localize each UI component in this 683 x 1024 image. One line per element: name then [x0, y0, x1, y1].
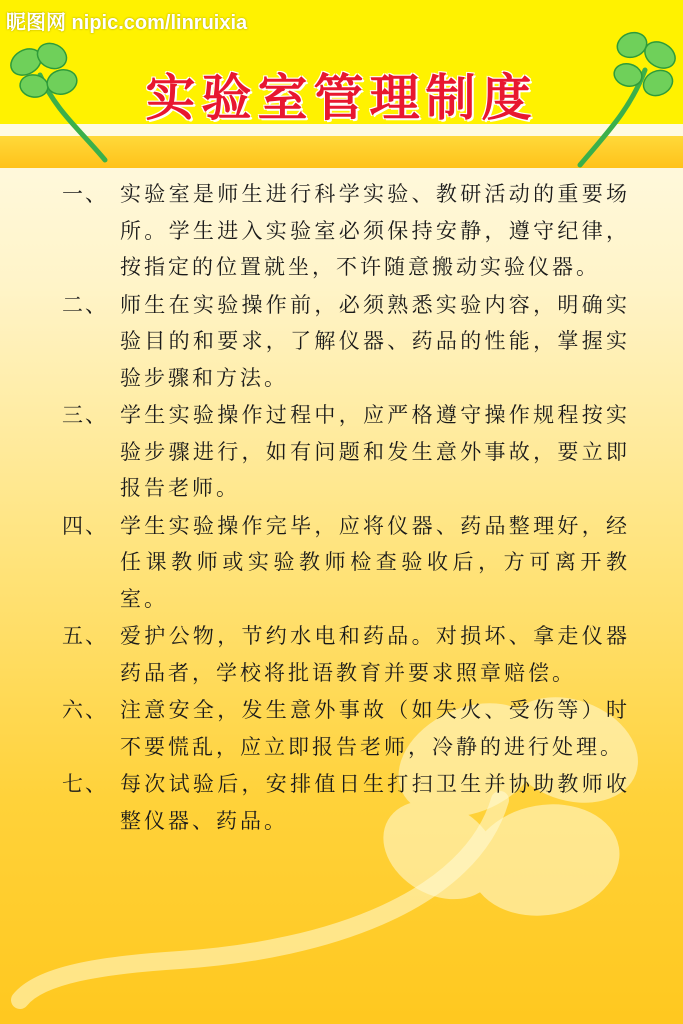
rule-number: 二、 — [62, 292, 108, 317]
rule-number: 五、 — [62, 624, 108, 648]
rule-number: 一、 — [62, 182, 108, 206]
rule-item — [62, 508, 630, 618]
rule-item — [62, 176, 630, 286]
rule-text: 爱护公物，节约水电和药品。对损坏、拿走仪器药品者，学校将批语教育并要求照章赔偿。 — [120, 624, 630, 685]
rule-text: 师生在实验操作前，必须熟悉实验内容，明确实验目的和要求，了解仪器、药品的性能，掌握实验步骤和方法。 — [120, 292, 630, 390]
rules-list — [62, 176, 630, 840]
rule-item — [62, 287, 630, 397]
rule-text: 实验室是师生进行科学实验、教研活动的重要场所。学生进入实验室必须保持安静，遵守纪律，按指定的位置就坐，不许随意搬动实验仪器。 — [120, 182, 630, 279]
rule-number: 四、 — [62, 513, 108, 538]
rule-text: 注意安全，发生意外事故（如失火、受伤等）时不要慌乱，应立即报告老师，冷静的进行处理。 — [120, 698, 630, 759]
rule-number: 七、 — [62, 772, 108, 796]
rule-text: 学生实验操作完毕，应将仪器、药品整理好，经任课教师或实验教师检查验收后，方可离开教室。 — [120, 513, 630, 611]
rule-text: 每次试验后，安排值日生打扫卫生并协助教师收整仪器、药品。 — [120, 772, 630, 833]
rule-number: 六、 — [62, 698, 108, 722]
rule-text: 学生实验操作过程中，应严格遵守操作规程按实验步骤进行，如有问题和发生意外事故，要立即报告老师。 — [120, 403, 630, 500]
watermark: 昵图网 nipic.com/linruixia — [6, 12, 248, 34]
rule-number: 三、 — [62, 403, 108, 427]
rule-item — [62, 397, 630, 507]
rule-item — [62, 618, 630, 691]
page-title: 实验室管理制度 — [145, 68, 538, 127]
rule-item — [62, 766, 630, 839]
rule-item — [62, 692, 630, 765]
